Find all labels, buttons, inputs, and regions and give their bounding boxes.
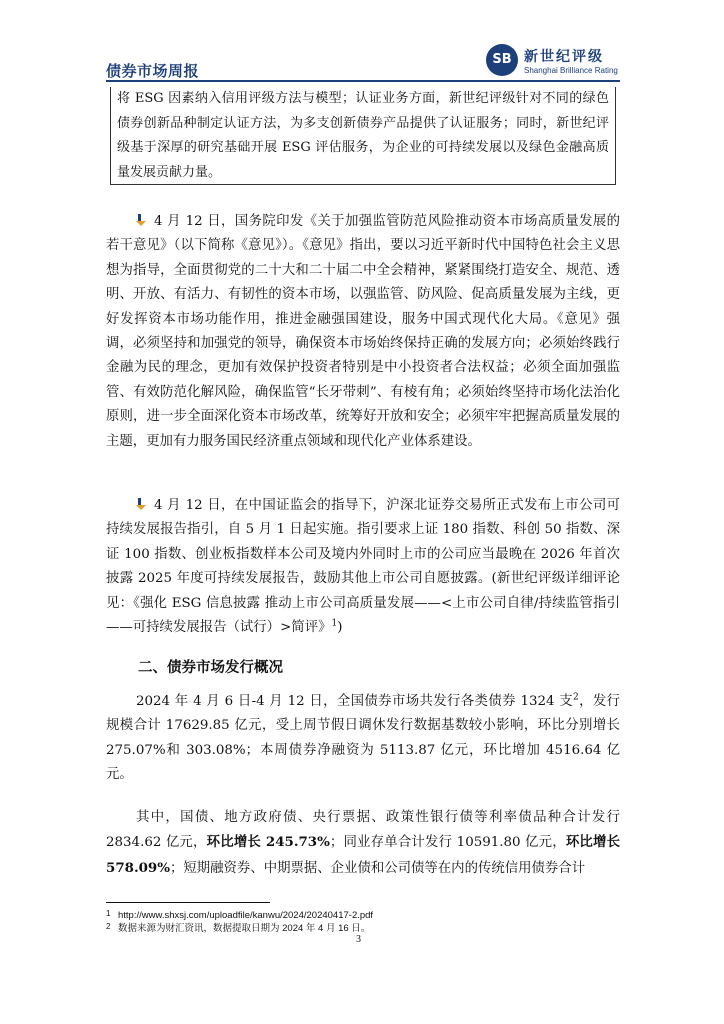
- news-paragraph-exchange-guideline: [106, 494, 620, 640]
- footnote-ref: 2: [572, 692, 579, 703]
- logo-english-name: Shanghai Brilliance Rating: [524, 66, 618, 75]
- footnote-number: 1: [106, 909, 111, 918]
- footnote-number: 2: [106, 922, 111, 931]
- boxed-text-continuation: 将 ESG 因素纳入信用评级方法与模型；认证业务方面，新世纪评级针对不同的绿色债券创新品种制定认证方法，为多支创新债券产品提供了认证服务；同时，新世纪评级基于深厚的研究基础开展 ESG 评估服务，为企业的可持续发展以及绿色金融高质量发展贡献力量。: [110, 87, 616, 185]
- paragraph-text: 4 月 12 日，国务院印发《关于加强监管防范风险推动资本市场高质量发展的若干意见》（以下简称《意见》）。《意见》指出，要以习近平新时代中国特色社会主义思想为指导，全面贯彻党的二十大和二十届二中全会精神，紧紧围绕打造安全、规范、透明、开放、有活力、有韧性的资本市场，以强监管、防风险、促高质量发展为主线，更好发挥资本市场功能作用，推进金融强国建设，服务中国式现代化大局。《意见》强调，必须坚持和加强党的领导，确保资本市场始终保持正确的发展方向；必须始终践行金融为民的理念，更加有效保护投资者特别是中小投资者合法权益；必须全面加强监管、有效防范化解风险，确保监管“长牙带刺”、有棱有角；必须始终坚持市场化法治化原则，进一步全面深化资本市场改革，统筹好开放和安全；必须牢牢把握高质量发展的主题，更加有力服务国民经济重点领域和现代化产业体系建设。: [106, 214, 620, 449]
- issuance-summary-paragraph: [106, 690, 620, 788]
- report-title: 债券市场周报: [106, 62, 200, 80]
- footnote-text: 数据来源为财汇资讯，数据提取日期为 2024 年 4 月 16 日。: [118, 923, 371, 934]
- paragraph-text: ，发行规模合计 17629.85 亿元，受上周节假日调休发行数据基数较小影响，环比分别增长 275.07%和 303.08%；本周债券净融资为 5113.87 亿元，环比增加 4516.64 亿元。: [106, 694, 621, 783]
- company-logo: [486, 44, 616, 80]
- highlight-growth: 环比增长 245.73%: [206, 834, 330, 851]
- news-paragraph-state-council: [106, 210, 620, 454]
- paragraph-text: ；同业存单合计发行 10591.80 亿元，: [329, 835, 566, 851]
- footnote-divider: [106, 902, 270, 903]
- header-divider: [106, 80, 620, 82]
- logo-emblem-icon: SB: [486, 44, 518, 76]
- footnote-ref: 1: [331, 618, 338, 629]
- paragraph-text: 2024 年 4 月 6 日-4 月 12 日，全国债券市场共发行各类债券 1324 支: [136, 694, 573, 709]
- bullet-pin-icon: [136, 214, 148, 226]
- paragraph-text: 其中，国债、地方政府债、央行票据、政策性银行债等利率债品种合计发行 2834.62 亿元，: [106, 810, 620, 851]
- section-heading: 二、债券市场发行概况: [138, 660, 283, 676]
- footnote-link[interactable]: http://www.shxsj.com/uploadfile/kanwu/2024/20240417-2.pdf: [118, 910, 374, 921]
- paragraph-text: 4 月 12 日，在中国证监会的指导下，沪深北证券交易所正式发布上市公司可持续发展报告指引，自 5 月 1 日起实施。指引要求上证 180 指数、科创 50 指数、深证 100 指数、创业板指数样本公司及境内外同时上市的公司应当最晚在 2026 年首次披露 2025 年度可持续发展报告，鼓励其他上市公司自愿披露。(新世纪评级详细评论见：《强化 ESG 信息披露 推动上市公司高质量发展——<上市公司自律/持续监管指引——可持续发展报告（试行）>简评》: [106, 498, 620, 636]
- paragraph-text-end: ): [337, 620, 343, 636]
- page-number: 3: [356, 934, 361, 945]
- paragraph-text: ；短期融资券、中期票据、企业债和公司债等在内的传统信用债券合计: [169, 860, 586, 876]
- footnote-2: [106, 920, 370, 936]
- issuance-breakdown-paragraph: [106, 806, 620, 881]
- highlight-growth: 环比增长 578.09%: [106, 834, 621, 876]
- logo-chinese-name: 新世纪评级: [524, 49, 604, 65]
- bullet-pin-icon: [136, 498, 148, 510]
